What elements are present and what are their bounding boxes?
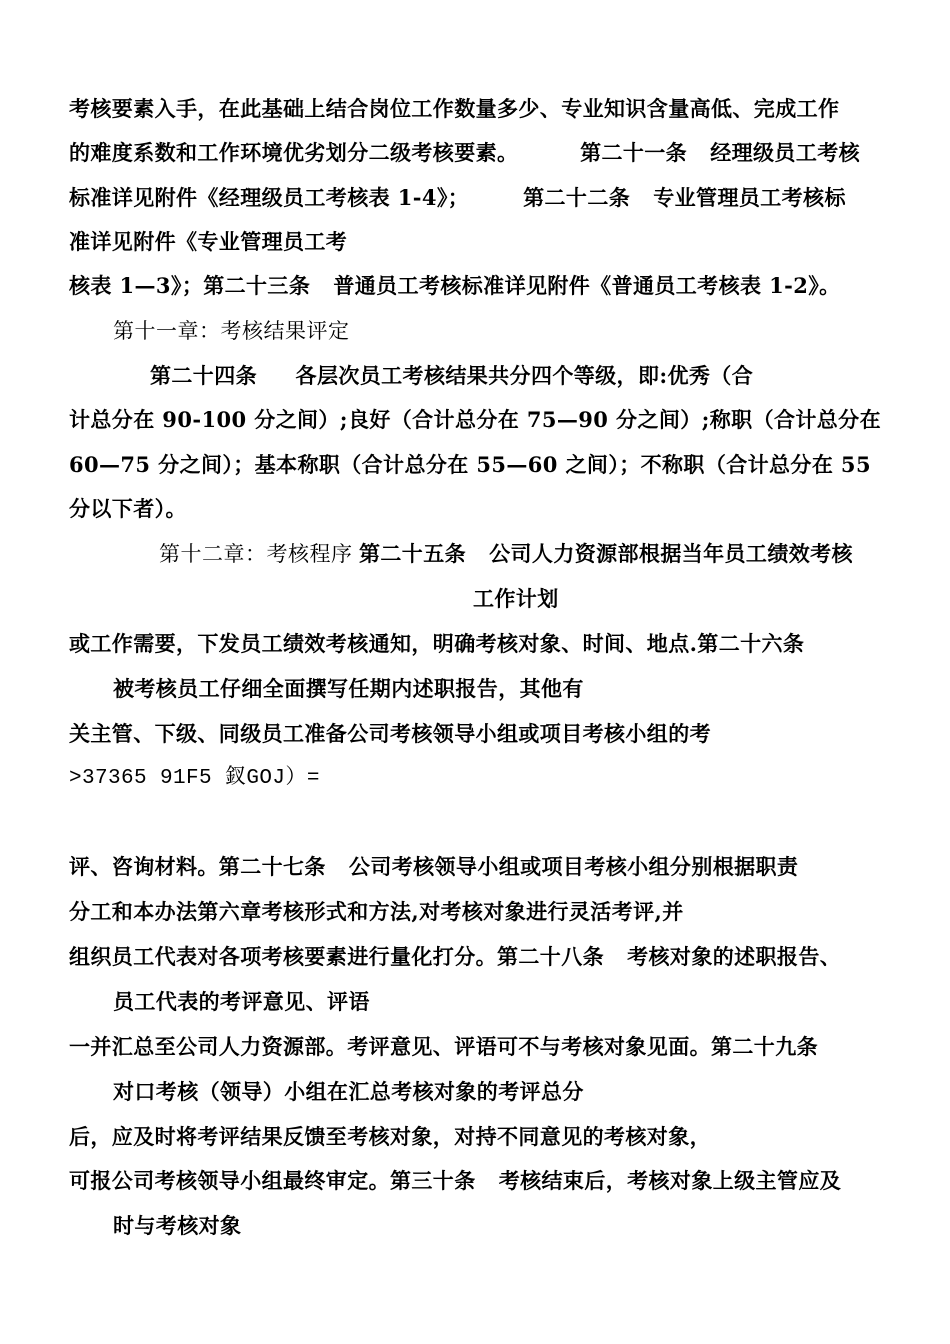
text-line: 一并汇总至公司人力资源部。考评意见、评语可不与考核对象见面。第二十九条	[69, 1034, 818, 1059]
text-line: 核表 1—3》；第二十三条 普通员工考核标准详见附件《普通员工考核表 1-2》。	[69, 273, 841, 298]
text-line: 第二十四条 各层次员工考核结果共分四个等级，即:优秀（合	[150, 363, 754, 388]
chapter-heading-11: 第十一章：考核结果评定	[113, 319, 350, 343]
text-line: 评、咨询材料。第二十七条 公司考核领导小组或项目考核小组分别根据职责	[69, 854, 799, 879]
text-line: 计总分在 90-100 分之间）;良好（合计总分在 75—90 分之间）;称职（合计总分在	[69, 407, 881, 432]
text-line: 标准详见附件《经理级员工考核表 1-4》； 第二十二条 专业管理员工考核标	[69, 185, 846, 210]
text-line: 工作计划	[473, 586, 559, 611]
text-line: 组织员工代表对各项考核要素进行量化打分。第二十八条 考核对象的述职报告、	[69, 944, 842, 969]
text-line: 或工作需要，下发员工绩效考核通知，明确考核对象、时间、地点.第二十六条	[69, 631, 805, 656]
chapter-heading-12: 第十二章：考核程序	[159, 542, 353, 566]
text-line: 关主管、下级、同级员工准备公司考核领导小组或项目考核小组的考	[69, 721, 711, 746]
text-line: 后，应及时将考评结果反馈至考核对象，对持不同意见的考核对象，	[69, 1124, 711, 1149]
text-line: 分工和本办法第六章考核形式和方法,对考核对象进行灵活考评,并	[69, 899, 684, 924]
text-line: 员工代表的考评意见、评语	[113, 989, 370, 1014]
garbled-text-line: >37365 91F5 釵GOJ）=	[69, 767, 320, 790]
text-line: 考核要素入手，在此基础上结合岗位工作数量多少、专业知识含量高低、完成工作	[69, 96, 840, 121]
text-line: 分以下者）。	[69, 496, 187, 521]
text-line: 准详见附件《专业管理员工考	[69, 229, 348, 254]
text-line: 的难度系数和工作环境优劣划分二级考核要素。 第二十一条 经理级员工考核	[69, 140, 861, 165]
text-line: 可报公司考核领导小组最终审定。第三十条 考核结束后，考核对象上级主管应及	[69, 1168, 842, 1193]
text-line: 60—75 分之间）；基本称职（合计总分在 55—60 之间）；不称职（合计总分在 55	[69, 452, 871, 477]
text-line: 时与考核对象	[113, 1213, 242, 1238]
text-line: 第二十五条 公司人力资源部根据当年员工绩效考核	[359, 541, 853, 566]
text-line: 被考核员工仔细全面撰写任期内述职报告，其他有	[113, 676, 584, 701]
text-line: 对口考核（领导）小组在汇总考核对象的考评总分	[113, 1079, 584, 1104]
